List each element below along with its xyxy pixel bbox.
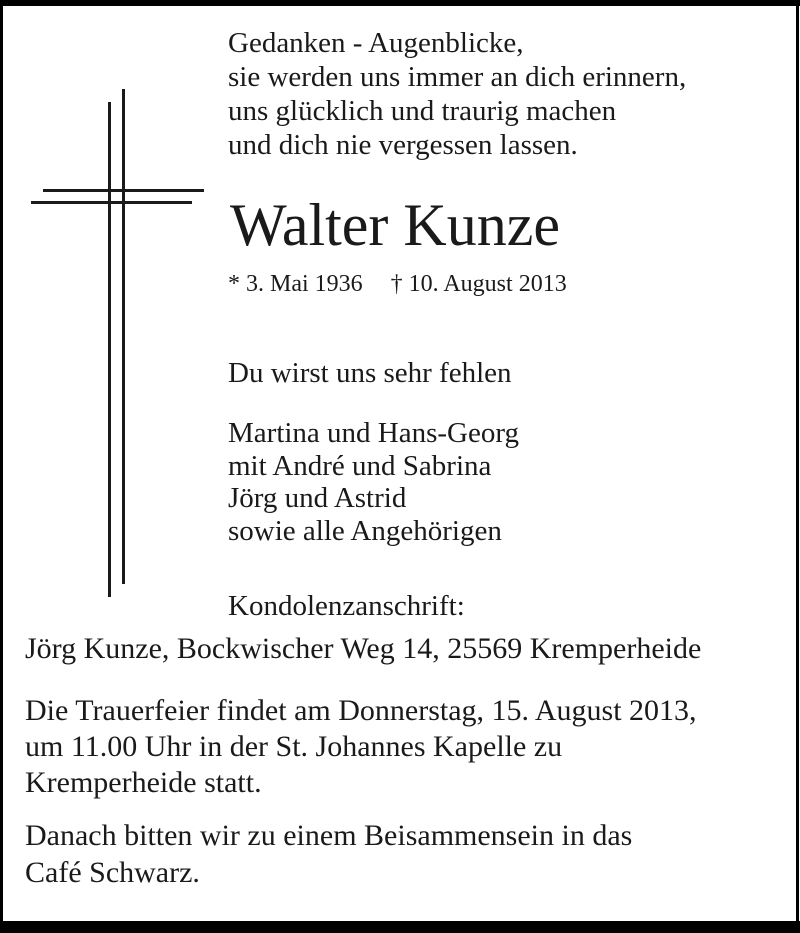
frame-rule-bottom <box>0 921 800 933</box>
verse-line-2: sie werden uns immer an dich erinnern, <box>228 61 687 93</box>
funeral-info <box>25 693 697 801</box>
life-dates <box>228 270 567 298</box>
cross-horizontal-line-upper <box>43 189 204 192</box>
birth-date: * 3. Mai 1936 <box>228 271 363 297</box>
gathering-line-2: Café Schwarz. <box>25 856 200 889</box>
frame-rule-top <box>0 0 800 6</box>
funeral-line-2: um 11.00 Uhr in der St. Johannes Kapelle zu <box>25 730 563 763</box>
deceased-name: Walter Kunze <box>230 192 560 258</box>
death-date: † 10. August 2013 <box>390 271 567 297</box>
verse-line-1: Gedanken - Augenblicke, <box>228 27 524 59</box>
frame-rule-right <box>796 0 799 933</box>
cross-horizontal-line-lower <box>31 201 192 204</box>
cross-vertical-line-right <box>122 89 125 584</box>
mourners-line-3: Jörg und Astrid <box>228 482 407 514</box>
farewell-line: Du wirst uns sehr fehlen <box>228 357 512 389</box>
mourners-line-2: mit André und Sabrina <box>228 449 492 482</box>
mourners-line-1: Martina und Hans-Georg <box>228 417 520 449</box>
memorial-verse <box>228 26 686 162</box>
cross-vertical-line-left <box>108 102 111 597</box>
mourners-line-4: sowie alle Angehörigen <box>228 514 502 547</box>
condolence-address: Jörg Kunze, Bockwischer Weg 14, 25569 Kremperheide <box>25 632 702 665</box>
mourners-list <box>228 417 519 547</box>
verse-line-3: uns glücklich und traurig machen <box>228 95 617 127</box>
gathering-info <box>25 817 632 891</box>
frame-rule-left <box>0 0 3 933</box>
funeral-line-3: Kremperheide statt. <box>25 766 262 799</box>
condolence-heading: Kondolenzanschrift: <box>228 590 465 622</box>
funeral-line-1: Die Trauerfeier findet am Donnerstag, 15. August 2013, <box>25 694 697 727</box>
verse-line-4: und dich nie vergessen lassen. <box>228 129 578 161</box>
gathering-line-1: Danach bitten wir zu einem Beisammensein in das <box>25 819 633 852</box>
